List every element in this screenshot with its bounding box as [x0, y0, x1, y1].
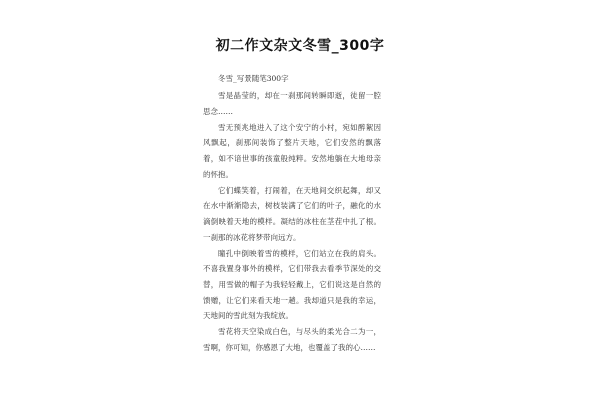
paragraph-1: 雪是晶莹的，却在一刹那间转瞬即逝，徒留一腔思念…… [203, 91, 381, 116]
article-body [203, 70, 381, 355]
paragraph-5: 雪花将天空染成白色，与尽头的柔光合二为一，雪啊，你可知，你感恩了大地，也覆盖了我的心…… [203, 327, 381, 352]
paragraph-4: 瞳孔中倒映着雪的模样，它们站立在我的肩头。不喜我置身事外的模样，它们带我去看季节深处的交替，用雪做的帽子为我轻轻戴上，它们说这是自然的馈赠，让它们来看天地一趟。我却道只是我的幸运，天地间的雪此刻为我绽放。 [203, 248, 381, 321]
article-subtitle: 冬雪_写景随笔300字 [218, 74, 289, 83]
page-title: 初二作文杂文冬雪_300字 [215, 38, 385, 54]
paragraph-2: 雪无预兆地进入了这个安宁的小村，宛如醉絮因风飘起，刹那间装饰了整片天地，它们安然的飘落着，如不谙世事的孩童般纯粹。安然地躺在大地母亲的怀抱。 [203, 122, 381, 179]
paragraph-3: 它们蝶笑着，打闹着，在天地间交织起舞，却又在水中渐渐隐去，树枝装满了它们的叶子，融化的水滴倒映着天地的模样。凝结的冰柱在茎茬中扎了根。一刹那的冰花将梦带向远方。 [203, 185, 381, 242]
